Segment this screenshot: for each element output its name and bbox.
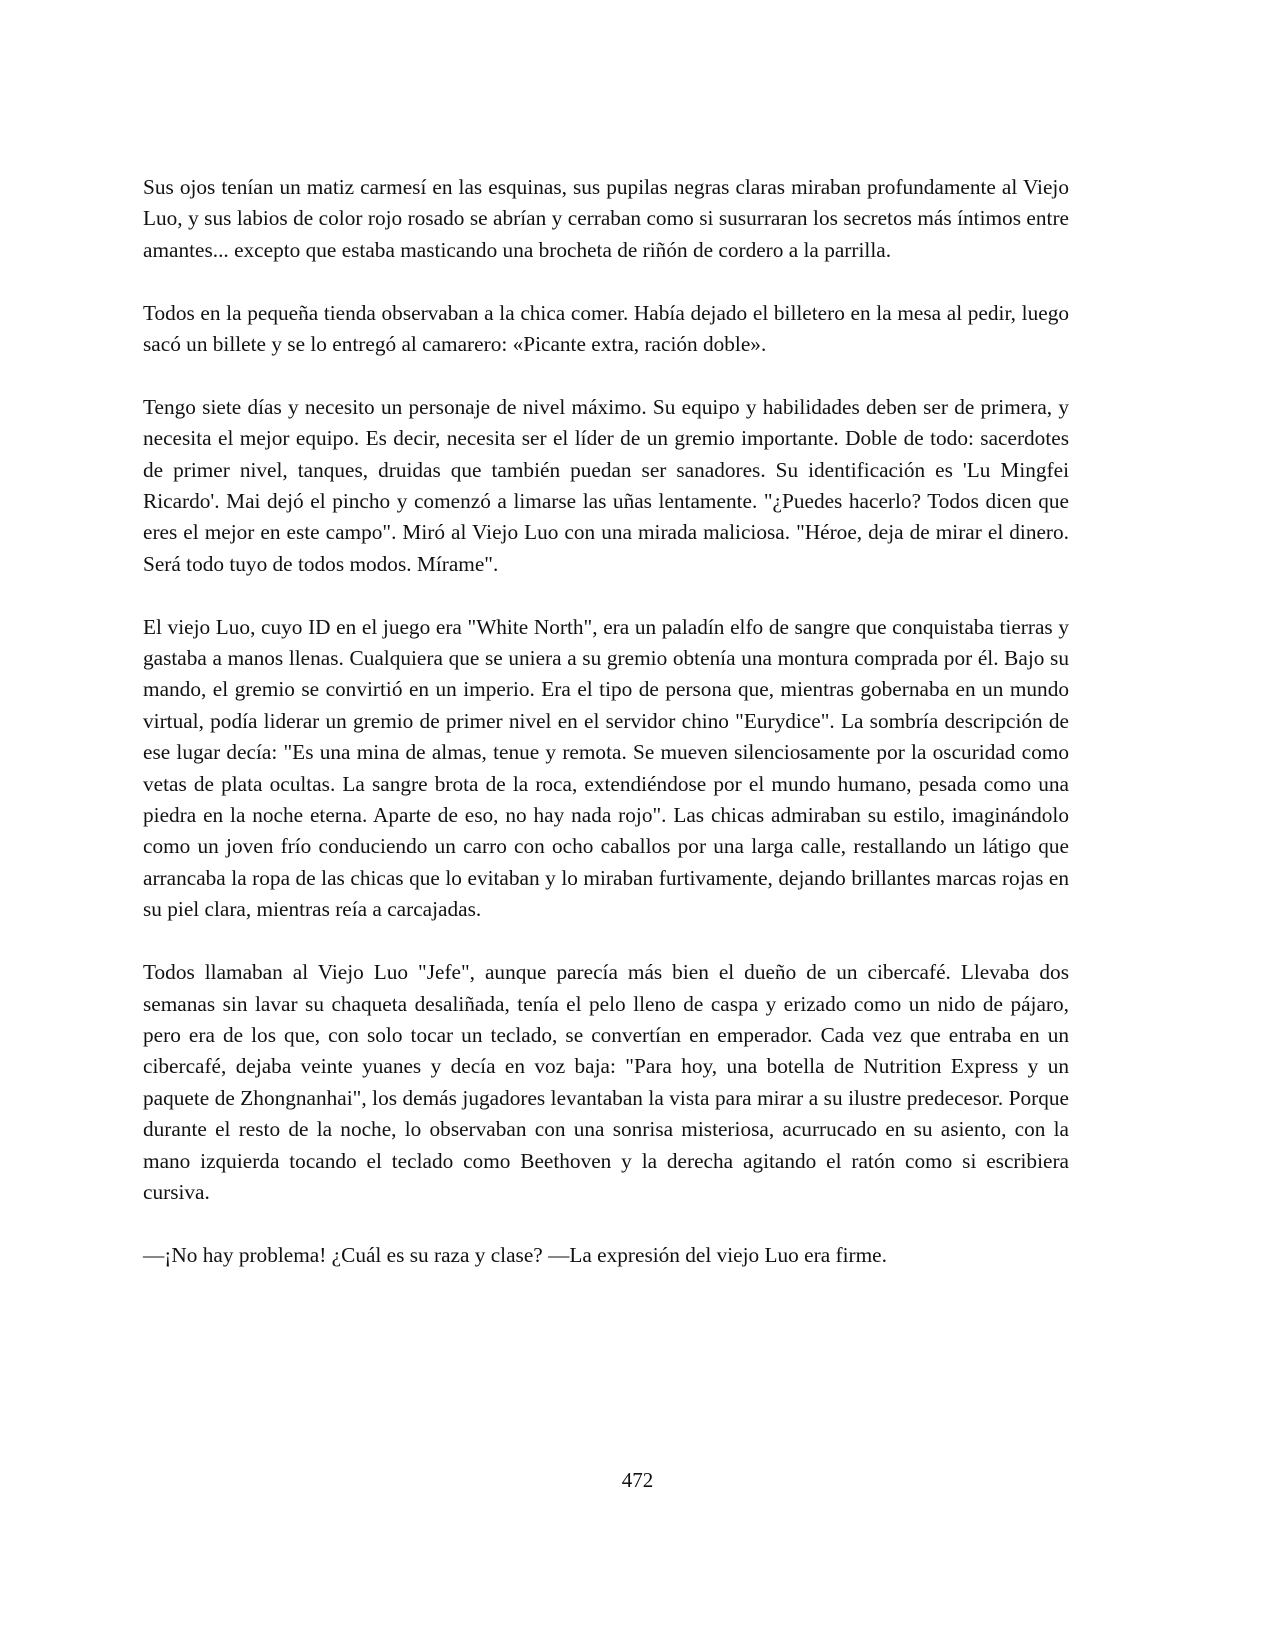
paragraph: Todos llamaban al Viejo Luo "Jefe", aunque parecía más bien el dueño de un cibercafé. Llevaba dos semanas sin lavar su chaqueta desaliñada, tenía el pelo lleno de caspa y erizado como un nido de pájaro, pero era de los que, con solo tocar un teclado, se convertían en emperador. Cada vez que entraba en un cibercafé, dejaba veinte yuanes y decía en voz baja: "Para hoy, una botella de Nutrition Express y un paquete de Zhongnanhai", los demás jugadores levantaban la vista para mirar a su ilustre predecesor. Porque durante el resto de la noche, lo observaban con una sonrisa misteriosa, acurrucado en su asiento, con la mano izquierda tocando el teclado como Beethoven y la derecha agitando el ratón como si escribiera cursiva. [143,960,1069,1204]
paragraph: —¡No hay problema! ¿Cuál es su raza y clase? —La expresión del viejo Luo era firme. [143,1242,887,1267]
paragraph: Todos en la pequeña tienda observaban a la chica comer. Había dejado el billetero en la mesa al pedir, luego sacó un billete y se lo entregó al camarero: «Picante extra, ración doble». [143,300,1069,357]
paragraph: Sus ojos tenían un matiz carmesí en las esquinas, sus pupilas negras claras miraban profundamente al Viejo Luo, y sus labios de color rojo rosado se abrían y cerraban como si susurraran los secretos más íntimos entre amantes... excepto que estaba masticando una brocheta de riñón de cordero a la parrilla. [143,175,1069,262]
paragraph: Tengo siete días y necesito un personaje de nivel máximo. Su equipo y habilidades deben ser de primera, y necesita el mejor equipo. Es decir, necesita ser el líder de un gremio importante. Doble de todo: sacerdotes de primer nivel, tanques, druidas que también puedan ser sanadores. Su identificación es 'Lu Mingfei Ricardo'. Mai dejó el pincho y comenzó a limarse las uñas lentamente. "¿Puedes hacerlo? Todos dicen que eres el mejor en este campo". Miró al Viejo Luo con una mirada maliciosa. "Héroe, deja de mirar el dinero. Será todo tuyo de todos modos. Mírame". [143,394,1069,576]
paragraph: El viejo Luo, cuyo ID en el juego era "White North", era un paladín elfo de sangre que conquistaba tierras y gastaba a manos llenas. Cualquiera que se uniera a su gremio obtenía una montura comprada por él. Bajo su mando, el gremio se convirtió en un imperio. Era el tipo de persona que, mientras gobernaba en un mundo virtual, podía liderar un gremio de primer nivel en el servidor chino "Eurydice". La sombría descripción de ese lugar decía: "Es una mina de almas, tenue y remota. Se mueven silenciosamente por la oscuridad como vetas de plata ocultas. La sangre brota de la roca, extendiéndose por el mundo humano, pesada como una piedra en la noche eterna. Aparte de eso, no hay nada rojo". Las chicas admiraban su estilo, imaginándolo como un joven frío conduciendo un carro con ocho caballos por una larga calle, restallando un látigo que arrancaba la ropa de las chicas que lo evitaban y lo miraban furtivamente, dejando brillantes marcas rojas en su piel clara, mientras reía a carcajadas. [143,614,1069,922]
page-number: 472 [621,1468,654,1492]
body-text [143,172,1069,1303]
